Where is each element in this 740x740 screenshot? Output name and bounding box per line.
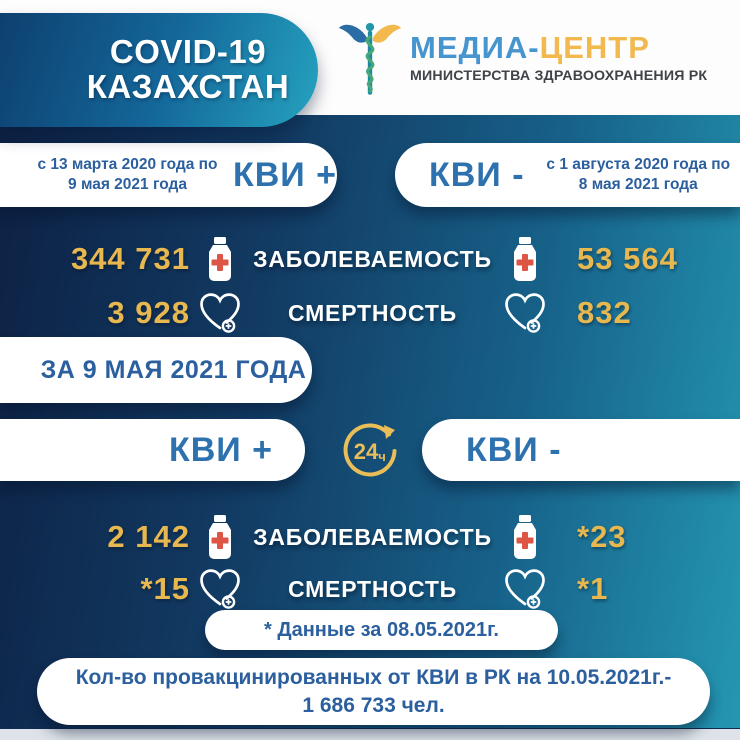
data-note-text: * Данные за 08.05.2021г. bbox=[264, 618, 499, 641]
heart-stethoscope-icon bbox=[190, 568, 250, 610]
kvi-plus-infections-value: 344 731 bbox=[70, 241, 190, 276]
deaths-label: СМЕРТНОСТЬ bbox=[287, 299, 457, 326]
kvi-plus-heading: КВИ + bbox=[232, 155, 337, 194]
bottom-strip bbox=[0, 728, 740, 740]
vaccination-banner bbox=[37, 658, 710, 725]
covid-title-line1: COVID-19 bbox=[109, 33, 267, 71]
kvi-minus-infections-value: 53 564 bbox=[577, 241, 678, 276]
daily-kvi-plus-heading: КВИ + bbox=[168, 430, 273, 469]
heart-stethoscope-icon bbox=[190, 292, 250, 334]
logo-title bbox=[410, 32, 707, 63]
24-hours-icon bbox=[339, 420, 401, 482]
kvi-minus-period-line2: 8 мая 2021 года bbox=[578, 176, 698, 193]
daily-date-label: ЗА 9 МАЯ 2021 ГОДА bbox=[40, 355, 307, 384]
heart-stethoscope-icon bbox=[495, 292, 555, 334]
logo-title-media: МЕДИА- bbox=[410, 30, 540, 65]
kvi-minus-period-line1: с 1 августа 2020 года по bbox=[546, 155, 731, 173]
svg-text:ч: ч bbox=[378, 449, 386, 464]
daily-kvi-plus-pill bbox=[0, 419, 305, 481]
covid-title-pill bbox=[0, 13, 318, 127]
daily-kvi-plus-deaths-value: *15 bbox=[140, 571, 190, 606]
medicine-bottle-icon bbox=[190, 237, 250, 281]
kvi-minus-deaths-value: 832 bbox=[577, 295, 632, 330]
logo-subtitle: МИНИСТЕРСТВА ЗДРАВООХРАНЕНИЯ РК bbox=[410, 68, 708, 84]
daily-kvi-plus-infections-value: 2 142 bbox=[107, 519, 190, 554]
daily-date-pill bbox=[0, 337, 312, 403]
data-note-pill bbox=[205, 610, 558, 650]
daily-kvi-minus-heading: КВИ - bbox=[466, 430, 562, 469]
cumulative-deaths-row bbox=[0, 288, 740, 338]
cumulative-infections-row bbox=[0, 230, 740, 288]
heart-stethoscope-icon bbox=[495, 568, 555, 610]
kvi-plus-period bbox=[28, 155, 227, 195]
covid-title-line2: КАЗАХСТАН bbox=[86, 68, 290, 105]
infections-label: ЗАБОЛЕВАЕМОСТЬ bbox=[253, 523, 492, 550]
medicine-bottle-icon bbox=[495, 515, 555, 559]
kvi-plus-period-line1: с 13 марта 2020 года по bbox=[37, 155, 218, 173]
medicine-bottle-icon bbox=[495, 237, 555, 281]
logo-text-block bbox=[410, 18, 707, 84]
daily-infections-row bbox=[0, 508, 740, 566]
vaccination-line1: Кол-во провакцинированных от КВИ в РК на 10.05.2021г.- bbox=[75, 665, 672, 689]
svg-text:24: 24 bbox=[353, 439, 379, 464]
kvi-minus-period-pill bbox=[395, 143, 740, 207]
media-center-logo bbox=[338, 18, 728, 104]
kvi-plus-deaths-value: 3 928 bbox=[107, 295, 190, 330]
kvi-plus-period-line2: 9 мая 2021 года bbox=[68, 176, 187, 193]
kvi-minus-heading: КВИ - bbox=[429, 155, 525, 194]
daily-kvi-minus-infections-value: *23 bbox=[577, 519, 627, 554]
vaccination-line2: 1 686 733 чел. bbox=[302, 693, 445, 717]
kvi-minus-period bbox=[537, 155, 740, 195]
daily-kvi-minus-pill bbox=[422, 419, 740, 481]
daily-deaths-row bbox=[0, 564, 740, 614]
caduceus-icon bbox=[338, 18, 402, 102]
infections-label: ЗАБОЛЕВАЕМОСТЬ bbox=[253, 245, 492, 272]
kvi-plus-period-pill bbox=[0, 143, 337, 207]
logo-title-center: ЦЕНТР bbox=[539, 30, 650, 65]
medicine-bottle-icon bbox=[190, 515, 250, 559]
daily-kvi-minus-deaths-value: *1 bbox=[577, 571, 609, 606]
deaths-label: СМЕРТНОСТЬ bbox=[287, 575, 457, 602]
